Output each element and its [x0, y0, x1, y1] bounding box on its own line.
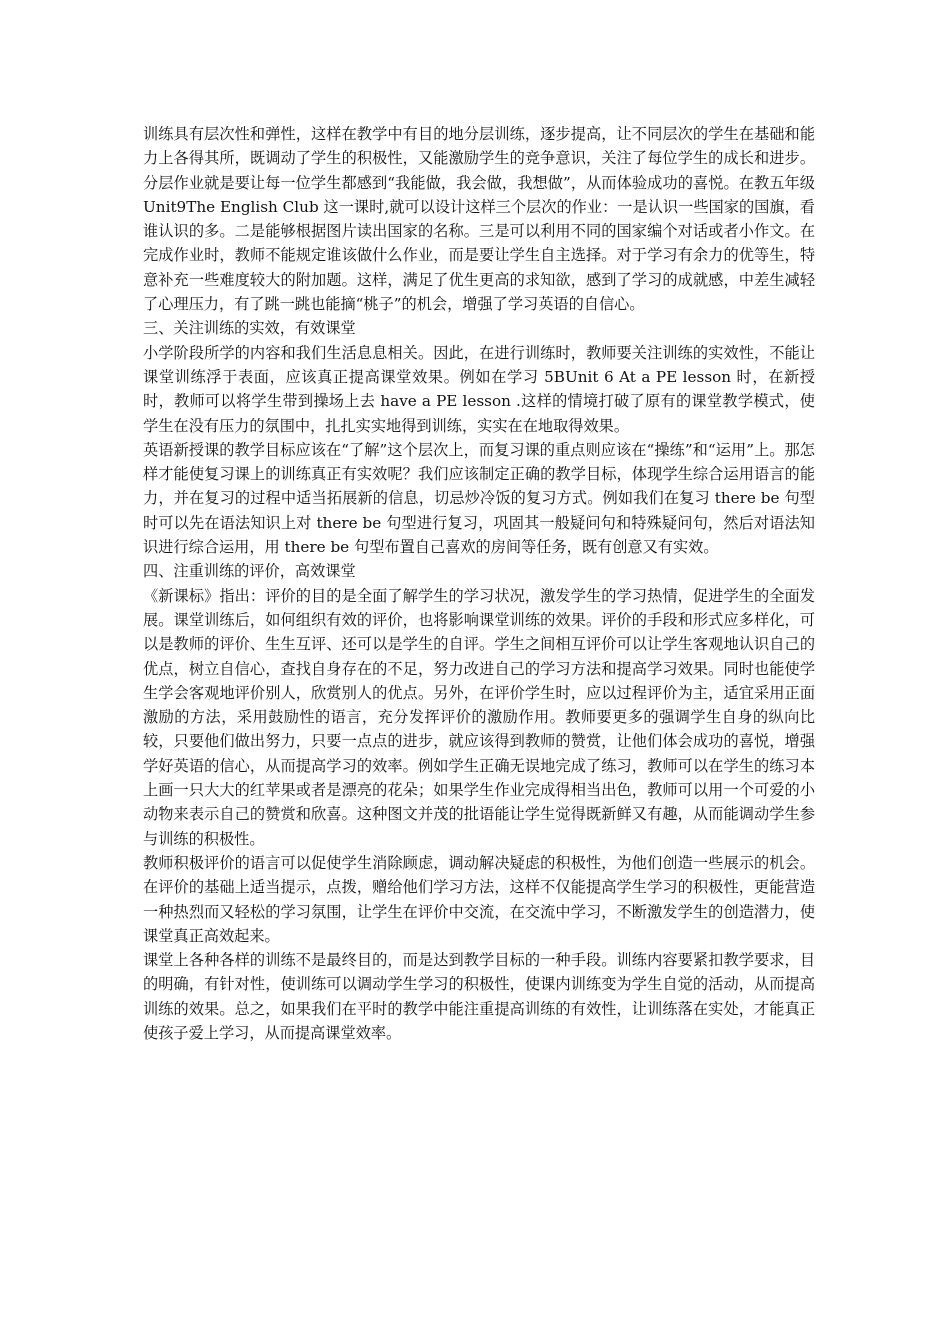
- paragraph-review-lessons: 英语新授课的教学目标应该在“了解”这个层次上，而复习课的重点则应该在“操练”和“运用”上。那怎样才能使复习课上的训练真正有实效呢？我们应该制定正确的教学目标，体现学生综合运用语言的能力，并在复习的过程中适当拓展新的信息，切忌炒冷饭的复习方式。例如我们在复习 there be 句型时可以先在语法知识上对 there be 句型进行复习，巩固其一般疑问句和特殊疑问句，然后对语法知识进行综合运用，用 there be 句型布置自己喜欢的房间等任务，既有创意又有实效。: [143, 440, 815, 557]
- heading-section-4: 四、注重训练的评价，高效课堂: [143, 562, 356, 581]
- heading-section-3: 三、关注训练的实效，有效课堂: [143, 319, 356, 338]
- paragraph-evaluation: 《新课标》指出：评价的目的是全面了解学生的学习状况，激发学生的学习热情，促进学生的全面发展。课堂训练后，如何组织有效的评价，也将影响课堂训练的效果。评价的手段和形式应多样化，可以是教师的评价、生生互评、还可以是学生的自评。学生之间相互评价可以让学生客观地认识自己的优点，树立自信心，查找自身存在的不足，努力改进自己的学习方法和提高学习效果。同时也能使学生学会客观地评价别人，欣赏别人的优点。另外，在评价学生时，应以过程评价为主，适宜采用正面激励的方法，采用鼓励性的语言，充分发挥评价的激励作用。教师要更多的强调学生自身的纵向比较，只要他们做出努力，只要一点点的进步，就应该得到教师的赞赏，让他们体会成功的喜悦，增强学好英语的信心，从而提高学习的效率。例如学生正确无误地完成了练习，教师可以在学生的练习本上画一只大大的红苹果或者是漂亮的花朵；如果学生作业完成得相当出色，教师可以用一个可爱的小动物来表示自己的赞赏和欣喜。这种图文并茂的批语能让学生觉得既新鲜又有趣，从而能调动学生参与训练的积极性。: [143, 586, 815, 848]
- paragraph-layered-training: 训练具有层次性和弹性，这样在教学中有目的地分层训练，逐步提高，让不同层次的学生在基础和能力上各得其所，既调动了学生的积极性，又能激励学生的竞争意识，关注了每位学生的成长和进步。分层作业就是要让每一位学生都感到“我能做，我会做，我想做”，从而体验成功的喜悦。在教五年级 Unit9The English Club 这一课时,就可以设计这样三个层次的作业：一是认识一些国家的国旗，看谁认识的多。二是能够根据图片读出国家的名称。三是可以利用不同的国家编个对话或者小作文。在完成作业时，教师不能规定谁该做什么作业，而是要让学生自主选择。对于学习有余力的优等生，特意补充一些难度较大的附加题。这样，满足了优生更高的求知欲，感到了学习的成就感，中差生减轻了心理压力，有了跳一跳也能摘“桃子”的机会，增强了学习英语的自信心。: [143, 125, 815, 314]
- paragraph-effectiveness: 小学阶段所学的内容和我们生活息息相关。因此，在进行训练时，教师要关注训练的实效性，不能让课堂训练浮于表面，应该真正提高课堂效果。例如在学习 5BUnit 6 At a PE lesson 时，在新授时，教师可以将学生带到操场上去 have a PE lesson .这样的情境打破了原有的课堂教学模式，使学生在没有压力的氛围中，扎扎实实地得到训练，实实在在地取得效果。: [143, 343, 816, 435]
- document-body: [143, 122, 815, 1045]
- paragraph-conclusion: 课堂上各种各样的训练不是最终目的，而是达到教学目标的一种手段。训练内容要紧扣教学要求，目的明确，有针对性，使训练可以调动学生学习的积极性，使课内训练变为学生自觉的活动，从而提高训练的效果。总之，如果我们在平时的教学中能注重提高训练的有效性，让训练落在实处，才能真正使孩子爱上学习，从而提高课堂效率。: [143, 951, 815, 1042]
- paragraph-positive-evaluation: 教师积极评价的语言可以促使学生消除顾虑，调动解决疑虑的积极性，为他们创造一些展示的机会。在评价的基础上适当提示，点拨，赠给他们学习方法，这样不仅能提高学生学习的积极性，更能营造一种热烈而又轻松的学习氛围，让学生在评价中交流，在交流中学习，不断激发学生的创造潜力，使课堂真正高效起来。: [143, 853, 815, 945]
